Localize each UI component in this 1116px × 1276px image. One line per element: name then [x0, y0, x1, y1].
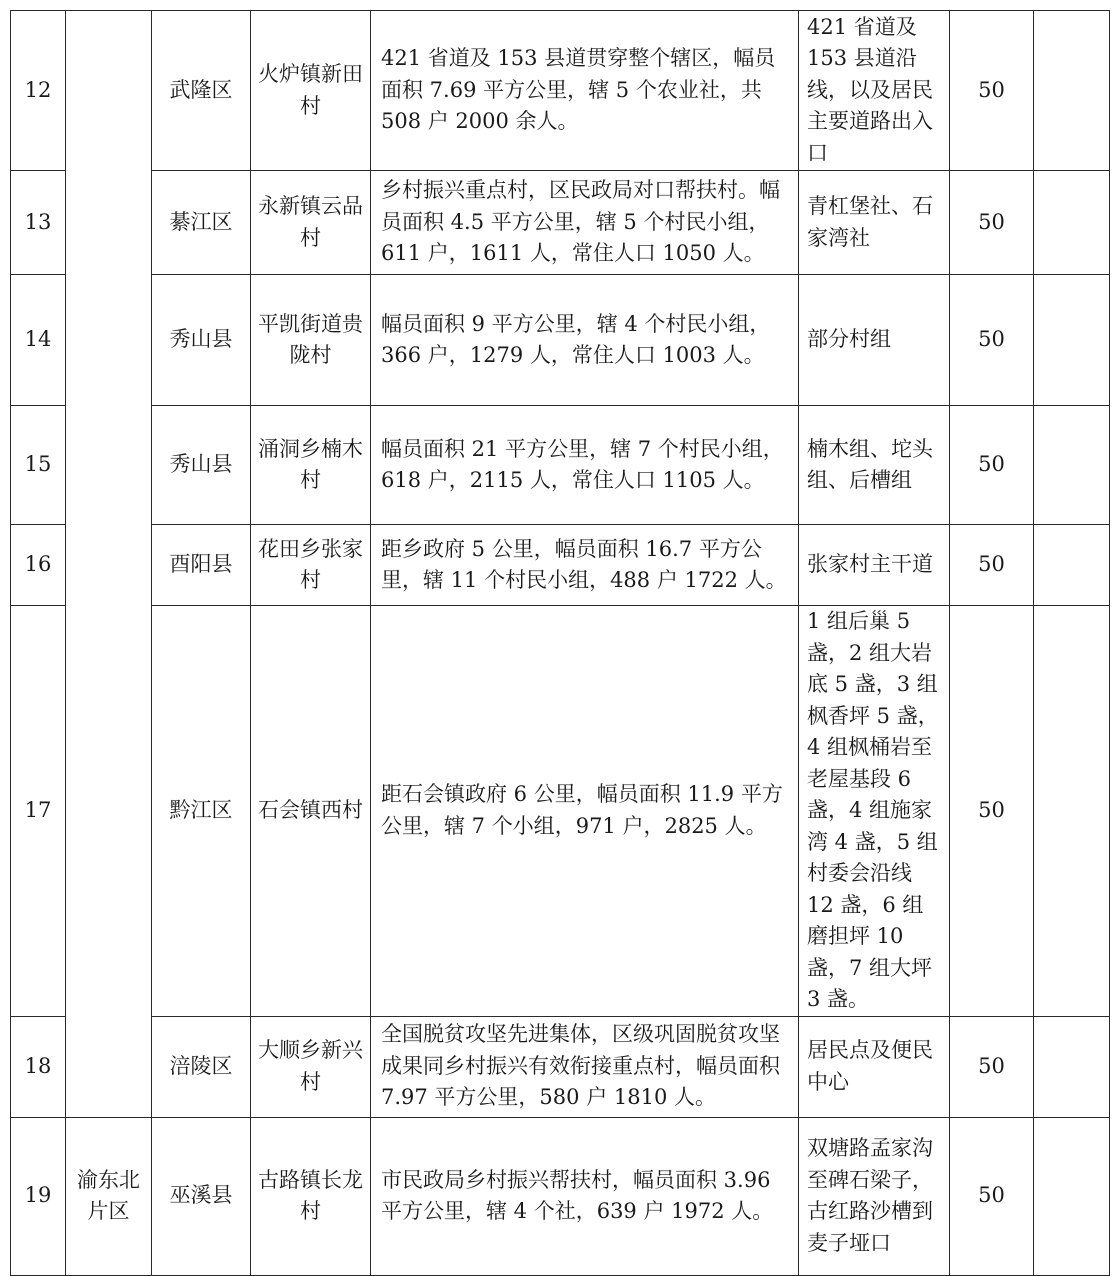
amount-cell: 50	[950, 275, 1034, 406]
table-row	[11, 406, 1110, 525]
village-cell: 火炉镇新田村	[251, 11, 371, 171]
table-row	[11, 1117, 1110, 1275]
district-cell: 綦江区	[152, 171, 251, 275]
village-cell: 永新镇云品村	[251, 171, 371, 275]
district-cell: 酉阳县	[152, 525, 251, 606]
table-row	[11, 11, 1110, 171]
table-row	[11, 525, 1110, 606]
village-cell: 花田乡张家村	[251, 525, 371, 606]
description-cell: 全国脱贫攻坚先进集体，区级巩固脱贫攻坚成果同乡村振兴有效衔接重点村，幅员面积 7.97 平方公里，580 户 1810 人。	[371, 1016, 799, 1117]
description-cell: 距石会镇政府 6 公里，幅员面积 11.9 平方公里，辖 7 个小组，971 户，2825 人。	[371, 606, 799, 1017]
scope-cell: 部分村组	[799, 275, 950, 406]
description-cell: 幅员面积 9 平方公里，辖 4 个村民小组，366 户，1279 人，常住人口 1003 人。	[371, 275, 799, 406]
district-cell: 秀山县	[152, 406, 251, 525]
region-cell: 渝东北片区	[66, 1117, 152, 1275]
note-cell	[1034, 171, 1110, 275]
amount-cell: 50	[950, 406, 1034, 525]
row-number: 15	[11, 406, 66, 525]
table-row	[11, 171, 1110, 275]
village-cell: 平凯街道贵陇村	[251, 275, 371, 406]
region-cell-merged	[66, 11, 152, 1118]
description-cell: 市民政局乡村振兴帮扶村，幅员面积 3.96 平方公里，辖 4 个社，639 户 1972 人。	[371, 1117, 799, 1275]
row-number: 13	[11, 171, 66, 275]
scope-cell: 青杠堡社、石家湾社	[799, 171, 950, 275]
scope-cell: 楠木组、坨头组、后槽组	[799, 406, 950, 525]
district-cell: 巫溪县	[152, 1117, 251, 1275]
amount-cell: 50	[950, 606, 1034, 1017]
amount-cell: 50	[950, 525, 1034, 606]
amount-cell: 50	[950, 171, 1034, 275]
row-number: 17	[11, 606, 66, 1017]
village-cell: 涌洞乡楠木村	[251, 406, 371, 525]
village-cell: 大顺乡新兴村	[251, 1016, 371, 1117]
amount-cell: 50	[950, 11, 1034, 171]
row-number: 12	[11, 11, 66, 171]
village-cell: 古路镇长龙村	[251, 1117, 371, 1275]
scope-cell: 居民点及便民中心	[799, 1016, 950, 1117]
note-cell	[1034, 1016, 1110, 1117]
scope-cell: 张家村主干道	[799, 525, 950, 606]
row-number: 18	[11, 1016, 66, 1117]
table-row	[11, 275, 1110, 406]
row-number: 14	[11, 275, 66, 406]
scope-cell: 1 组后巢 5 盏，2 组大岩底 5 盏，3 组枫香坪 5 盏，4 组枫桶岩至老屋基段 6 盏，4 组施家湾 4 盏，5 组村委会沿线 12 盏，6 组磨担坪 10 盏，7 组大坪 3 盏。	[799, 606, 950, 1017]
district-cell: 秀山县	[152, 275, 251, 406]
note-cell	[1034, 1117, 1110, 1275]
row-number: 19	[11, 1117, 66, 1275]
scope-cell: 双塘路孟家沟至碑石梁子，古红路沙槽到麦子垭口	[799, 1117, 950, 1275]
row-number: 16	[11, 525, 66, 606]
district-cell: 黔江区	[152, 606, 251, 1017]
district-cell: 武隆区	[152, 11, 251, 171]
project-table	[10, 10, 1110, 1276]
table-container	[10, 10, 1110, 1276]
note-cell	[1034, 11, 1110, 171]
amount-cell: 50	[950, 1016, 1034, 1117]
table-row	[11, 606, 1110, 1017]
scope-cell: 421 省道及 153 县道沿线，以及居民主要道路出入口	[799, 11, 950, 171]
description-cell: 距乡政府 5 公里，幅员面积 16.7 平方公里，辖 11 个村民小组，488 户 1722 人。	[371, 525, 799, 606]
note-cell	[1034, 275, 1110, 406]
description-cell: 幅员面积 21 平方公里，辖 7 个村民小组，618 户，2115 人，常住人口 1105 人。	[371, 406, 799, 525]
description-cell: 421 省道及 153 县道贯穿整个辖区，幅员面积 7.69 平方公里，辖 5 个农业社，共 508 户 2000 余人。	[371, 11, 799, 171]
description-cell: 乡村振兴重点村，区民政局对口帮扶村。幅员面积 4.5 平方公里，辖 5 个村民小组，611 户，1611 人，常住人口 1050 人。	[371, 171, 799, 275]
village-cell: 石会镇西村	[251, 606, 371, 1017]
amount-cell: 50	[950, 1117, 1034, 1275]
table-row	[11, 1016, 1110, 1117]
district-cell: 涪陵区	[152, 1016, 251, 1117]
note-cell	[1034, 525, 1110, 606]
note-cell	[1034, 406, 1110, 525]
note-cell	[1034, 606, 1110, 1017]
